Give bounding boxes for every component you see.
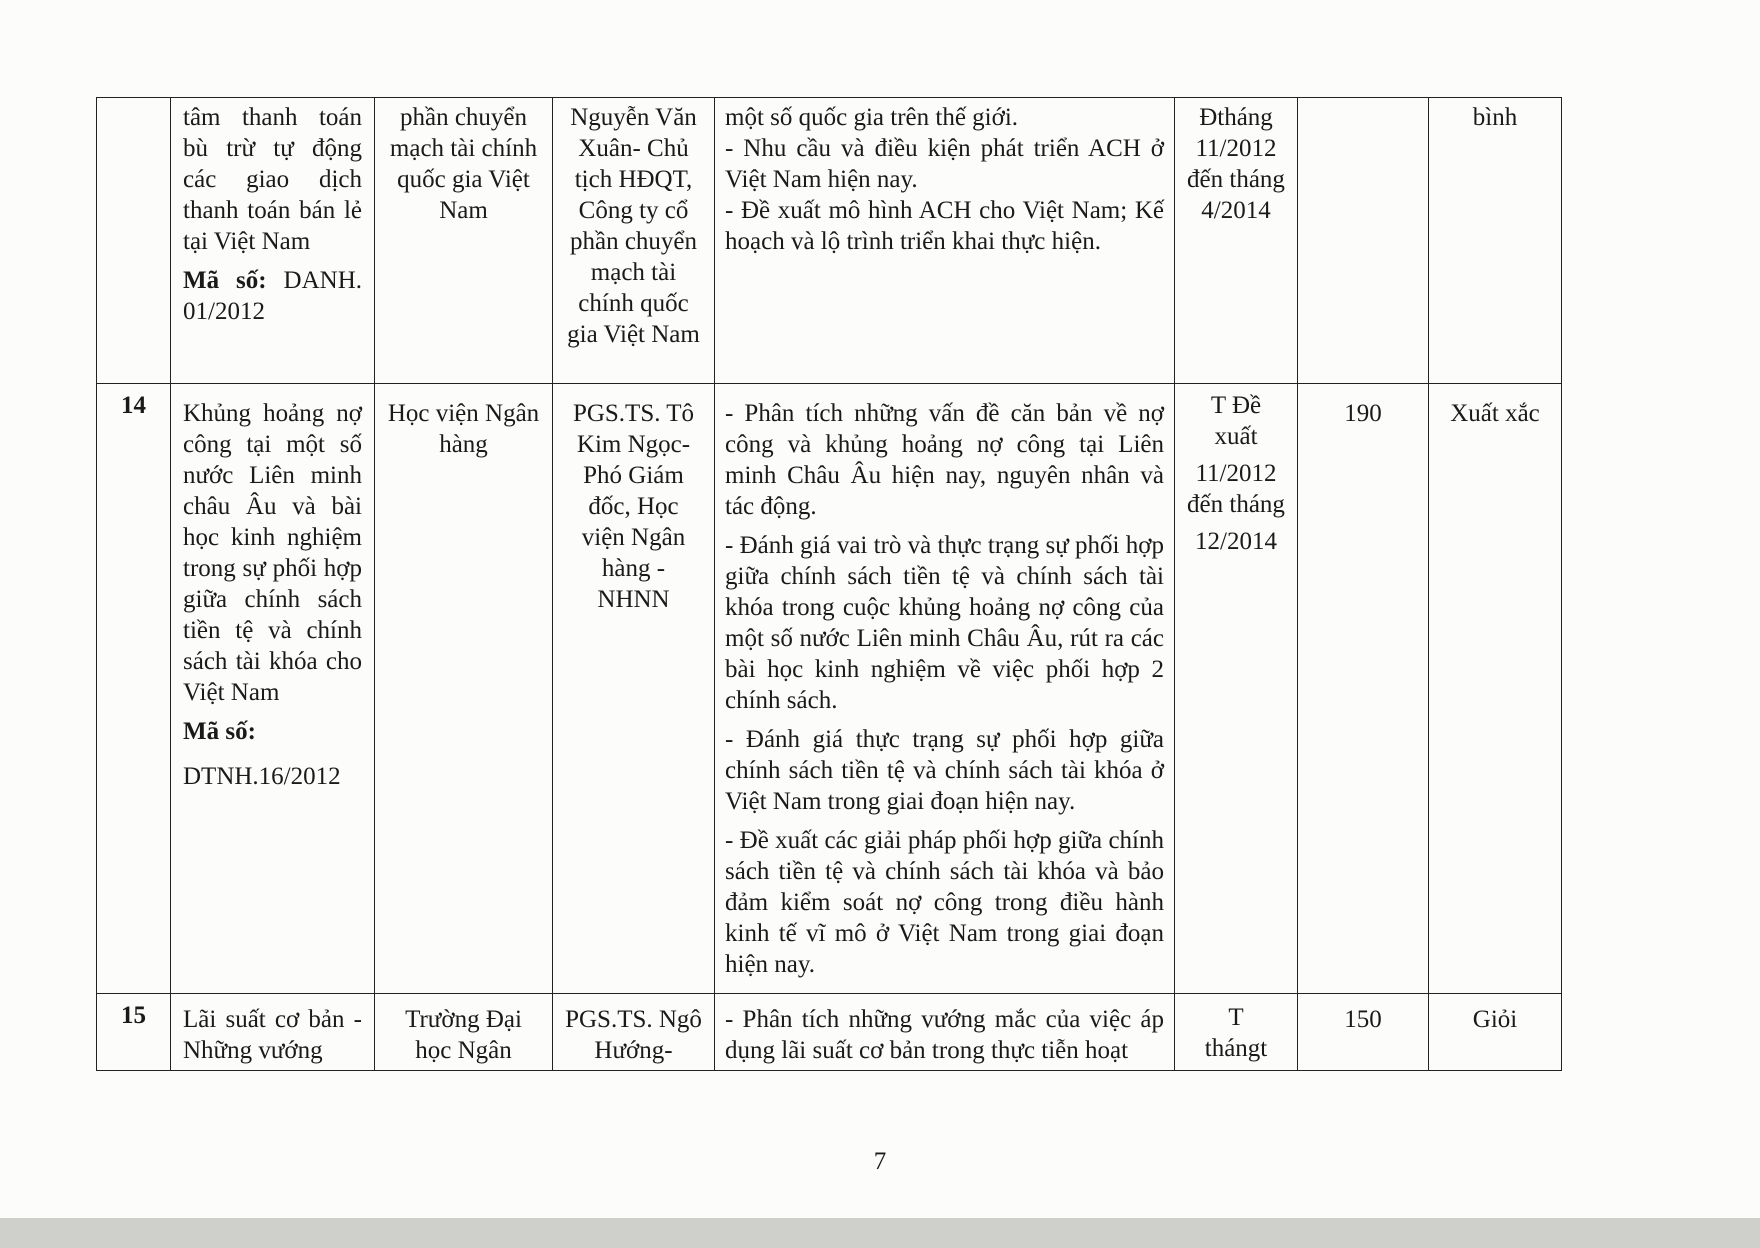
project-code xyxy=(183,265,362,327)
host-agency: Học viện Ngân hàng xyxy=(375,384,553,994)
project-time-line: T Đề xuất xyxy=(1210,392,1262,450)
page-number: 7 xyxy=(873,1148,887,1175)
research-projects-table xyxy=(96,97,1562,1071)
table-row xyxy=(97,994,1562,1071)
project-code xyxy=(183,716,362,747)
content-item: - Nhu cầu và điều kiện phát triển ACH ở Việt Nam hiện nay. xyxy=(725,135,1164,193)
project-result: bình xyxy=(1429,98,1562,384)
project-result: Giỏi xyxy=(1429,994,1562,1071)
table-row xyxy=(97,98,1562,384)
project-lead: Nguyễn Văn Xuân- Chủ tịch HĐQT, Công ty cổ phần chuyển mạch tài chính quốc gia Việt Nam xyxy=(553,98,715,384)
project-lead: PGS.TS. Tô Kim Ngọc-Phó Giám đốc, Học viện Ngân hàng - NHNN xyxy=(553,384,715,994)
content-item: - Phân tích những vấn đề căn bản về nợ công và khủng hoảng nợ công tại Liên minh Châu Âu hiện nay, nguyên nhân và tác động. xyxy=(725,400,1164,520)
content-item: - Đánh giá thực trạng sự phối hợp giữa chính sách tiền tệ và chính sách tài khóa ở Việt Nam trong giai đoạn hiện nay. xyxy=(725,726,1164,815)
project-budget: 190 xyxy=(1298,384,1429,994)
project-title: Khủng hoảng nợ công tại một số nước Liên minh châu Âu và bài học kinh nghiệm trong sự phối hợp giữa chính sách tiền tệ và chính sách tài khóa cho Việt Nam xyxy=(183,400,362,706)
project-time-line: 12/2014 xyxy=(1195,528,1277,555)
content-item: một số quốc gia trên thế giới. xyxy=(725,104,1019,131)
project-content xyxy=(715,994,1175,1071)
content-item: - Phân tích những vướng mắc của việc áp dụng lãi suất cơ bản trong thực tiễn hoạt xyxy=(725,1006,1164,1064)
project-time: Đtháng 11/2012 đến tháng 4/2014 xyxy=(1175,98,1298,384)
host-agency: phần chuyển mạch tài chính quốc gia Việt Nam xyxy=(375,98,553,384)
project-result: Xuất xắc xyxy=(1429,384,1562,994)
table-row xyxy=(97,384,1562,994)
project-budget: 150 xyxy=(1298,994,1429,1071)
row-number: 14 xyxy=(97,384,171,994)
host-agency: Trường Đại học Ngân xyxy=(375,994,553,1071)
project-budget xyxy=(1298,98,1429,384)
project-code-label: Mã số: xyxy=(183,718,256,745)
content-item: - Đề xuất mô hình ACH cho Việt Nam; Kế hoạch và lộ trình triển khai thực hiện. xyxy=(725,197,1164,255)
project-time-line: 11/2012 đến tháng xyxy=(1187,460,1285,518)
content-item: - Đánh giá vai trò và thực trạng sự phối hợp giữa chính sách tiền tệ và chính sách tài khóa trong cuộc khủng hoảng nợ công của một số nước Liên minh Châu Âu, rút ra các bài học kinh nghiệm về việc phối hợp 2 chính sách. xyxy=(725,532,1164,714)
project-content xyxy=(715,384,1175,994)
project-code-label: Mã số: xyxy=(183,267,267,294)
scan-bottom-edge xyxy=(0,1218,1760,1248)
project-title-cell xyxy=(171,98,375,384)
project-time: T thángt xyxy=(1175,994,1298,1071)
project-content xyxy=(715,98,1175,384)
project-lead: PGS.TS. Ngô Hướng- xyxy=(553,994,715,1071)
row-number xyxy=(97,98,171,384)
row-number: 15 xyxy=(97,994,171,1071)
project-code-value: DANH. 01/2012 xyxy=(183,267,362,325)
project-title: Lãi suất cơ bản - Những vướng xyxy=(171,994,375,1071)
project-code-value: DTNH.16/2012 xyxy=(183,763,341,790)
content-item: - Đề xuất các giải pháp phối hợp giữa chính sách tiền tệ và chính sách tài khóa và bảo đảm kiểm soát nợ công trong điều hành kinh tế vĩ mô ở Việt Nam trong giai đoạn hiện nay. xyxy=(725,827,1164,978)
project-time xyxy=(1175,384,1298,994)
project-title-cell xyxy=(171,384,375,994)
project-title: tâm thanh toán bù trừ tự động các giao dịch thanh toán bán lẻ tại Việt Nam xyxy=(183,104,362,255)
